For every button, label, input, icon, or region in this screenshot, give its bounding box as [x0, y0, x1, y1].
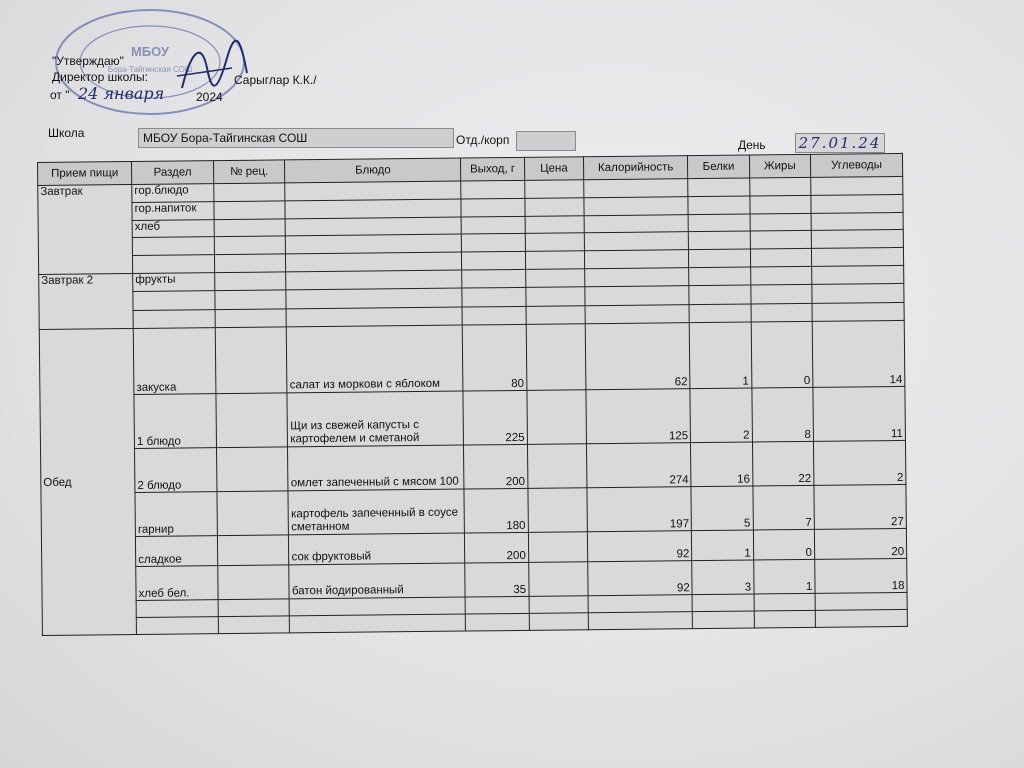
dept-label: Отд./корп — [456, 133, 510, 147]
protein-cell: 3 — [692, 560, 754, 595]
date-handwritten: 24 января — [78, 84, 165, 103]
output-cell: 200 — [465, 532, 529, 563]
calories-cell: 92 — [587, 531, 692, 562]
col-header: Раздел — [132, 161, 214, 185]
section-cell: сладкое — [135, 536, 217, 567]
col-header: Выход, г — [461, 157, 525, 181]
director-signature — [172, 38, 252, 98]
section-cell: гарнир — [135, 492, 217, 537]
protein-cell: 2 — [690, 388, 752, 443]
fat-cell: 7 — [753, 485, 815, 530]
section-cell: хлеб — [132, 219, 214, 238]
protein-cell: 16 — [691, 442, 753, 487]
protein-cell: 1 — [689, 322, 751, 389]
col-header: Прием пищи — [38, 162, 132, 186]
meal-breakfast2: Завтрак 2 — [39, 274, 134, 330]
col-header: Белки — [688, 155, 750, 179]
approve-text: "Утверждаю" — [52, 54, 124, 68]
school-label: Школа — [48, 126, 85, 140]
fat-cell: 0 — [753, 529, 815, 560]
dish-cell: омлет запеченный с мясом 100 — [288, 445, 464, 491]
day-field: 27.01.24 — [795, 133, 885, 153]
menu-table — [37, 153, 908, 636]
section-cell: гор.напиток — [132, 201, 214, 220]
date-year: 2024 — [196, 90, 223, 104]
calories-cell: 92 — [588, 561, 693, 596]
section-cell — [133, 291, 215, 310]
output-cell: 200 — [464, 444, 528, 489]
carbs-cell: 20 — [814, 528, 906, 559]
col-header: № рец. — [213, 160, 285, 184]
col-header: Жиры — [749, 154, 811, 178]
date-prefix: от " — [50, 88, 70, 102]
protein-cell: 5 — [691, 486, 753, 531]
school-field: МБОУ Бора-Тайгинская СОШ — [138, 128, 454, 148]
section-cell: фрукты — [133, 273, 215, 292]
carbs-cell: 18 — [815, 558, 907, 593]
svg-text:Бора-Тайгинская СОШ: Бора-Тайгинская СОШ — [107, 65, 193, 74]
table-row — [39, 320, 905, 395]
calories-cell: 197 — [587, 487, 692, 532]
fat-cell: 1 — [753, 559, 815, 594]
director-label: Директор школы: — [52, 70, 148, 84]
section-cell: гор.блюдо — [132, 184, 214, 203]
section-cell — [133, 309, 215, 328]
carbs-cell: 11 — [813, 386, 906, 441]
table-row — [40, 386, 906, 449]
output-cell: 80 — [462, 324, 526, 391]
section-cell — [133, 255, 215, 274]
dept-field — [516, 131, 576, 151]
director-name: Сарыглар К.К./ — [234, 73, 317, 87]
col-header: Калорийность — [583, 156, 688, 180]
carbs-cell: 2 — [813, 440, 906, 485]
section-cell: 2 блюдо — [135, 448, 217, 493]
protein-cell: 1 — [692, 530, 754, 561]
calories-cell: 274 — [586, 443, 691, 488]
fat-cell: 22 — [752, 441, 814, 486]
col-header: Цена — [524, 157, 584, 181]
col-header: Углеводы — [810, 153, 902, 177]
section-cell: хлеб бел. — [136, 566, 218, 601]
carbs-cell: 27 — [814, 484, 907, 529]
meal-lunch: Обед — [39, 329, 136, 636]
dish-cell: салат из моркови с яблоком — [287, 325, 464, 393]
day-label: День — [738, 138, 766, 152]
meal-breakfast: Завтрак — [38, 185, 133, 275]
output-cell: 180 — [464, 488, 528, 533]
carbs-cell: 14 — [812, 320, 905, 387]
calories-cell: 62 — [585, 323, 690, 390]
section-cell: закуска — [133, 328, 215, 395]
col-header: Блюдо — [285, 158, 461, 183]
section-cell — [132, 237, 214, 256]
fat-cell: 8 — [751, 387, 813, 442]
dish-cell: картофель запеченный в соусе сметанном — [288, 489, 464, 535]
svg-text:МБОУ: МБОУ — [130, 44, 170, 59]
output-cell: 225 — [463, 390, 527, 445]
dish-cell: Щи из свежей капусты с картофелем и сметаной — [287, 391, 463, 447]
section-cell: 1 блюдо — [134, 394, 216, 449]
calories-cell: 125 — [586, 389, 691, 444]
fat-cell: 0 — [751, 321, 813, 388]
output-cell: 35 — [465, 562, 529, 597]
dish-cell: батон йодированный — [289, 563, 465, 599]
dish-cell: сок фруктовый — [289, 533, 465, 565]
